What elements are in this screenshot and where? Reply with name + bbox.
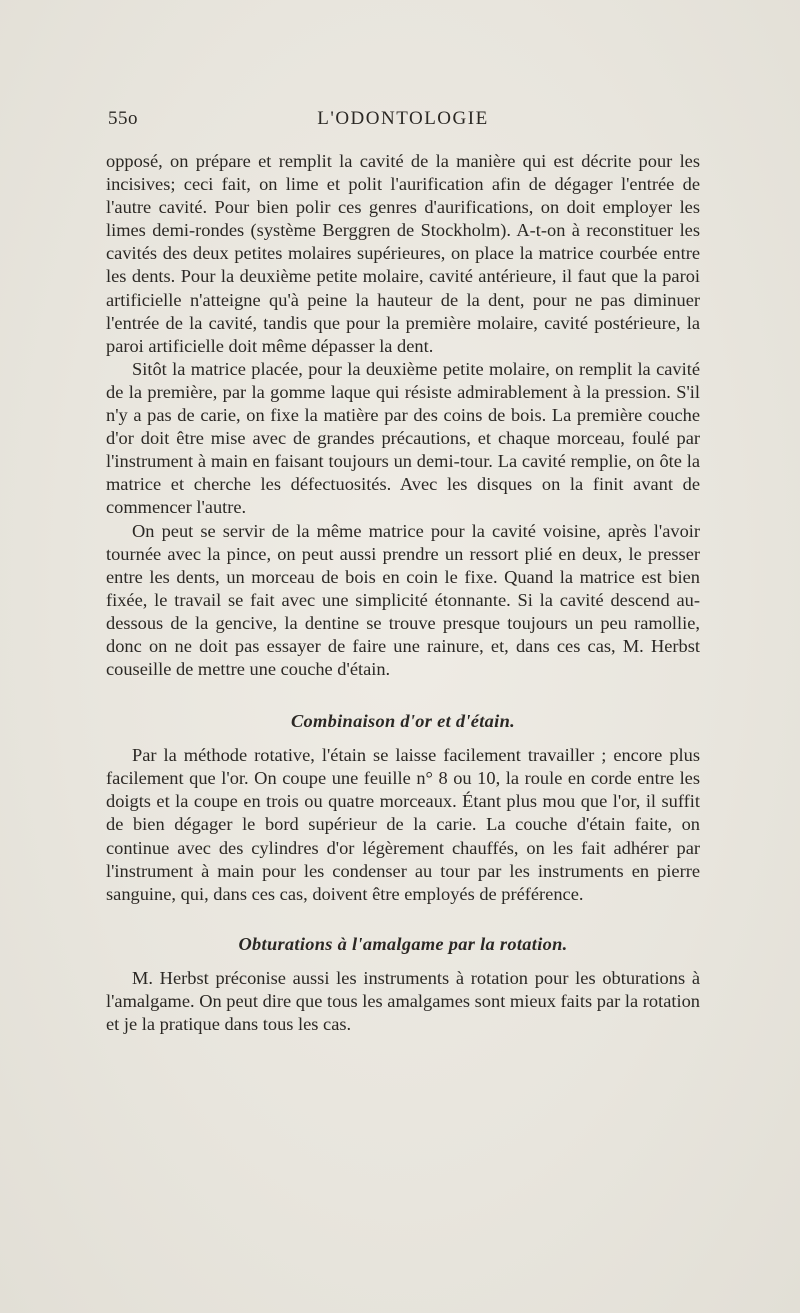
paragraph-amalgame: M. Herbst préconise aussi les instruments à rotation pour les obturations à l'amalgame. On peut dire que tous les amalgames sont mieux faits par la rotation et je la pratique dans tous les cas. <box>106 967 700 1034</box>
journal-title: L'ODONTOLOGIE <box>317 108 489 129</box>
section-heading-or-etain: Combinaison d'or et d'étain. <box>290 711 515 732</box>
paragraph-matrice: Sitôt la matrice placée, pour la deuxième petite molaire, on remplit la cavité de la première, par la gomme laque qui résiste admirablement à la pression. S'il n'y a pas de carie, on fixe la matière par des coins de bois. La première couche d'or doit être mise avec de grandes précautions, et chaque morceau, foulé par l'instrument à main en faisant toujours un demi-tour. La cavité remplie, on ôte la matrice et cherche les défectuosités. Avec les disques on la finit avant de commencer l'autre. <box>106 358 700 518</box>
paragraph-cavite-voisine: On peut se servir de la même matrice pour la cavité voisine, après l'avoir tournée avec la pince, on peut aussi prendre un ressort plié en deux, le presser entre les dents, un morceau de bois en coin le fixe. Quand la matrice est bien fixée, le travail se fait avec une simplicité étonnante. Si la cavité descend au-dessous de la gencive, la dentine se trouve presque toujours un peu ramollie, donc on ne doit pas essayer de faire une rainure, et, dans ces cas, M. Herbst couseille de mettre une couche d'étain. <box>106 520 700 680</box>
paragraph-or-etain: Par la méthode rotative, l'étain se laisse facilement travailler ; encore plus facilement que l'or. On coupe une feuille n° 8 ou 10, la roule en corde entre les doigts et la coupe en trois ou quatre morceaux. Étant plus mou que l'or, il suffit de bien dégager le bord supérieur de la carie. La couche d'étain faite, on continue avec des cylindres d'or légèrement chauffés, on les fait adhérer par l'instrument à main pour les condenser au tour par les instruments en pierre sanguine, qui, dans ces cas, doivent être employés de préférence. <box>106 745 700 904</box>
paragraph-continued: opposé, on prépare et remplit la cavité de la manière qui est décrite pour les incisives; ceci fait, on lime et polit l'aurification afin de dégager l'entrée de l'autre cavité. Pour bien polir ces genres d'aurifications, on doit employer les limes demi-rondes (système Berggren de Stockholm). A-t-on à reconstituer les cavités des deux petites molaires supérieures, on place la matrice courbée entre les dents. Pour la deuxième petite molaire, cavité antérieure, il faut que la paroi artificielle n'atteigne qu'à peine la hauteur de la dent, pour ne pas diminuer l'entrée de la cavité, tandis que pour la première molaire, cavité postérieure, la paroi artificielle doit même dépasser la dent. <box>106 151 700 356</box>
body-text <box>106 150 700 1036</box>
running-head <box>106 108 700 138</box>
page-number: 55o <box>108 108 138 129</box>
section-heading-amalgame: Obturations à l'amalgame par la rotation. <box>238 933 568 954</box>
